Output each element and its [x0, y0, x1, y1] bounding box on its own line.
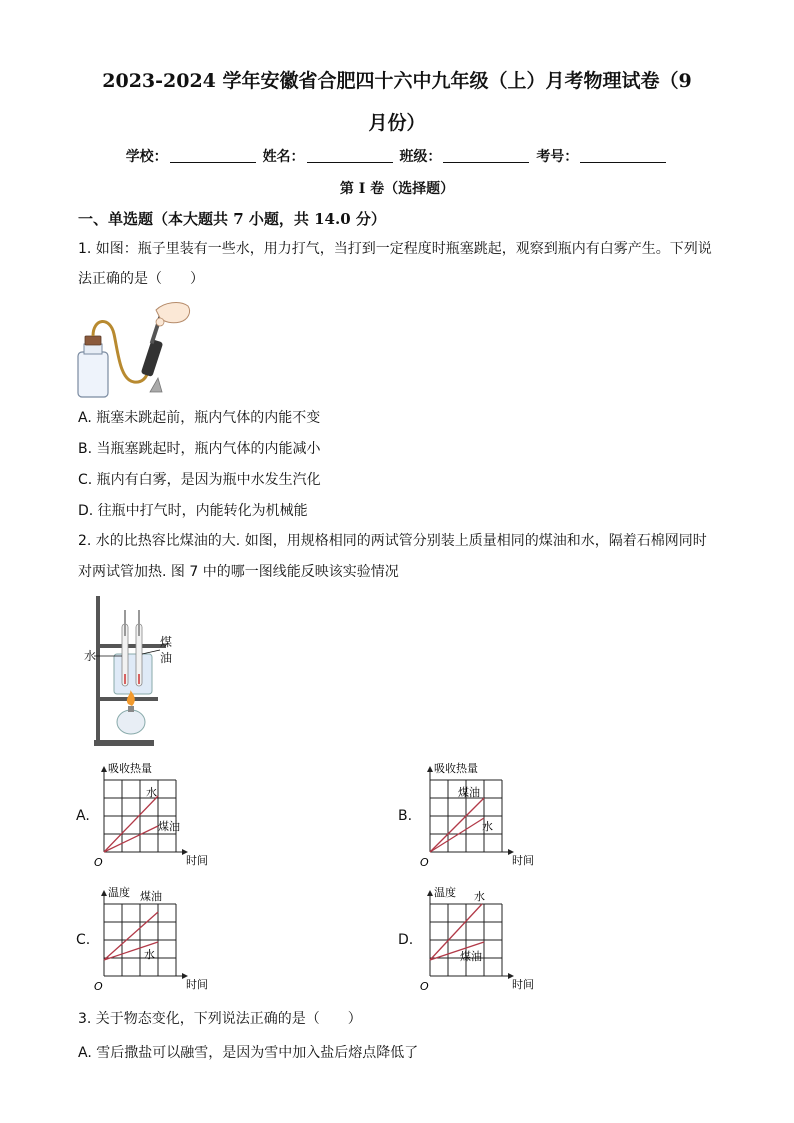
graph-b-lower-label: 水 — [482, 820, 493, 833]
apparatus-label-kerosene-2: 油 — [160, 651, 173, 665]
class-blank[interactable] — [443, 148, 529, 163]
graph-b-origin: O — [420, 856, 429, 869]
graph-c-upper-label: 煤油 — [140, 890, 162, 903]
graph-d-letter[interactable]: D. — [398, 932, 414, 948]
pump-bottle-figure — [76, 300, 196, 400]
graph-a-xlabel: 时间 — [186, 854, 208, 867]
graph-a-upper-label: 水 — [146, 786, 157, 799]
graph-c[interactable] — [94, 884, 224, 994]
question-1-option-b[interactable]: B. 当瓶塞跳起时，瓶内气体的内能减小 — [78, 441, 321, 457]
graph-a[interactable] — [94, 760, 224, 870]
graph-c-letter[interactable]: C. — [76, 932, 91, 948]
student-info-row — [0, 146, 794, 166]
apparatus-label-kerosene-1: 煤 — [160, 635, 173, 649]
exam-title-line2: 月份） — [368, 112, 426, 134]
question-2-text-line1: 2. 水的比热容比煤油的大. 如图，用规格相同的两试管分别装上质量相同的煤油和水，隔着石棉网同时 — [78, 533, 707, 549]
graph-c-ylabel: 温度 — [108, 886, 130, 899]
graph-b[interactable] — [420, 760, 550, 870]
graph-d-xlabel: 时间 — [512, 978, 534, 991]
question-3-option-a[interactable]: A. 雪后撒盐可以融雪，是因为雪中加入盐后熔点降低了 — [78, 1045, 419, 1061]
question-2-text-line2: 对两试管加热. 图 7 中的哪一图线能反映该实验情况 — [78, 564, 399, 580]
graph-a-origin: O — [94, 856, 103, 869]
graph-d-origin: O — [420, 980, 429, 993]
heating-apparatus-figure — [76, 594, 186, 750]
graph-c-origin: O — [94, 980, 103, 993]
question-1-option-a[interactable]: A. 瓶塞未跳起前，瓶内气体的内能不变 — [78, 410, 321, 426]
id-label: 考号： — [536, 149, 579, 165]
school-label: 学校： — [125, 149, 168, 165]
graph-a-lower-label: 煤油 — [158, 820, 180, 833]
graph-b-upper-label: 煤油 — [458, 786, 480, 799]
school-blank[interactable] — [170, 148, 256, 163]
graph-d[interactable] — [420, 884, 550, 994]
graph-c-lower-label: 水 — [144, 948, 155, 961]
graph-a-letter[interactable]: A. — [76, 808, 90, 824]
graph-b-ylabel: 吸收热量 — [434, 762, 478, 775]
name-blank[interactable] — [307, 148, 393, 163]
question-1-text-line2: 法正确的是（ ） — [78, 271, 204, 287]
name-label: 姓名： — [262, 149, 305, 165]
class-label: 班级： — [399, 149, 442, 165]
graph-b-letter[interactable]: B. — [398, 808, 413, 824]
graph-d-lower-label: 煤油 — [460, 950, 482, 963]
graph-b-xlabel: 时间 — [512, 854, 534, 867]
question-1-option-c[interactable]: C. 瓶内有白雾，是因为瓶中水发生汽化 — [78, 472, 321, 488]
volume-label: 第 I 卷（选择题） — [339, 181, 455, 197]
graph-a-ylabel: 吸收热量 — [108, 762, 152, 775]
question-1-option-d[interactable]: D. 往瓶中打气时，内能转化为机械能 — [78, 503, 308, 519]
id-blank[interactable] — [580, 148, 666, 163]
apparatus-label-water: 水 — [84, 649, 97, 663]
question-3-text: 3. 关于物态变化，下列说法正确的是（ ） — [78, 1011, 362, 1027]
exam-title-line1: 2023-2024 学年安徽省合肥四十六中九年级（上）月考物理试卷（9 — [102, 70, 692, 92]
section-heading: 一、单选题（本大题共 7 小题，共 14.0 分） — [78, 210, 386, 228]
graph-d-upper-label: 水 — [474, 890, 485, 903]
question-1-text-line1: 1. 如图：瓶子里装有一些水，用力打气，当打到一定程度时瓶塞跳起，观察到瓶内有白雾产生。下列说 — [78, 241, 712, 257]
graph-d-ylabel: 温度 — [434, 886, 456, 899]
graph-c-xlabel: 时间 — [186, 978, 208, 991]
